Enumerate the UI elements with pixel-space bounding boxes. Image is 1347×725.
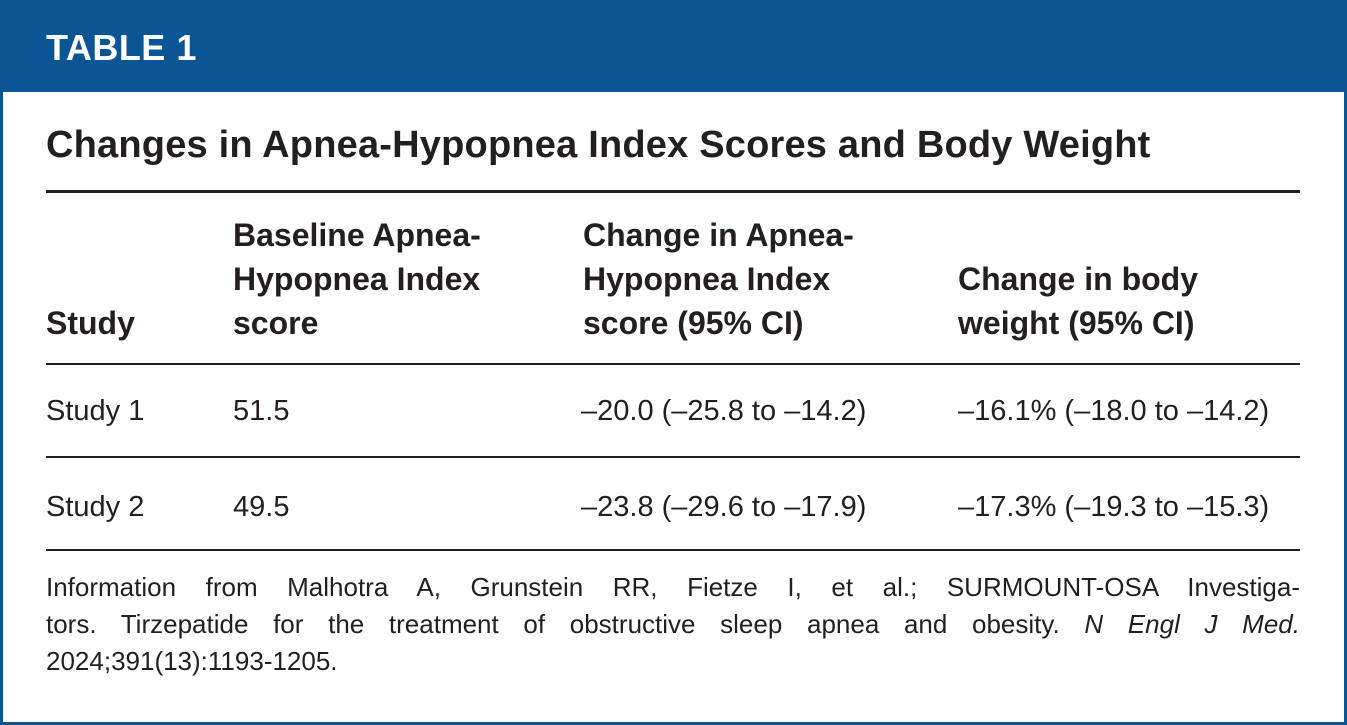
footnote-line-3: 2024;391(13):1193-1205. (46, 646, 338, 676)
row-2-study: Study 2 (46, 491, 145, 523)
row-2-baseline: 49.5 (233, 491, 290, 523)
table-number-label: TABLE 1 (46, 27, 197, 68)
row-1-baseline: 51.5 (233, 395, 290, 427)
footnote-line-1: Information from Malhotra A, Grunstein RR, Fietze I, et al.; SURMOUNT-OSA Investiga- (46, 572, 1300, 602)
source-footnote (46, 569, 1300, 680)
column-header-study: Study (46, 305, 135, 341)
table-bottom-rule (46, 549, 1300, 551)
row-2-weight-change: –17.3% (–19.3 to –15.3) (958, 491, 1270, 523)
row-divider (46, 456, 1300, 458)
column-header-baseline: Baseline Apnea- Hypopnea Index score (233, 217, 481, 341)
title-divider (46, 190, 1300, 193)
table-title: Changes in Apnea-Hypopnea Index Scores and Body Weight (46, 124, 1151, 166)
column-header-ahi-change: Change in Apnea- Hypopnea Index score (95% CI) (583, 217, 854, 341)
row-1-ahi-change: –20.0 (–25.8 to –14.2) (581, 395, 867, 427)
table-banner (3, 3, 1344, 92)
column-header-weight-change: Change in body weight (95% CI) (958, 261, 1198, 341)
footnote-line-2: tors. Tirzepatide for the treatment of obstructive sleep apnea and obesity. N Engl J Med. (46, 609, 1300, 639)
journal-name: N Engl J Med. (1084, 609, 1300, 639)
row-1-weight-change: –16.1% (–18.0 to –14.2) (958, 395, 1270, 427)
row-1-study: Study 1 (46, 395, 145, 427)
header-divider (46, 363, 1300, 365)
row-2-ahi-change: –23.8 (–29.6 to –17.9) (581, 491, 867, 523)
